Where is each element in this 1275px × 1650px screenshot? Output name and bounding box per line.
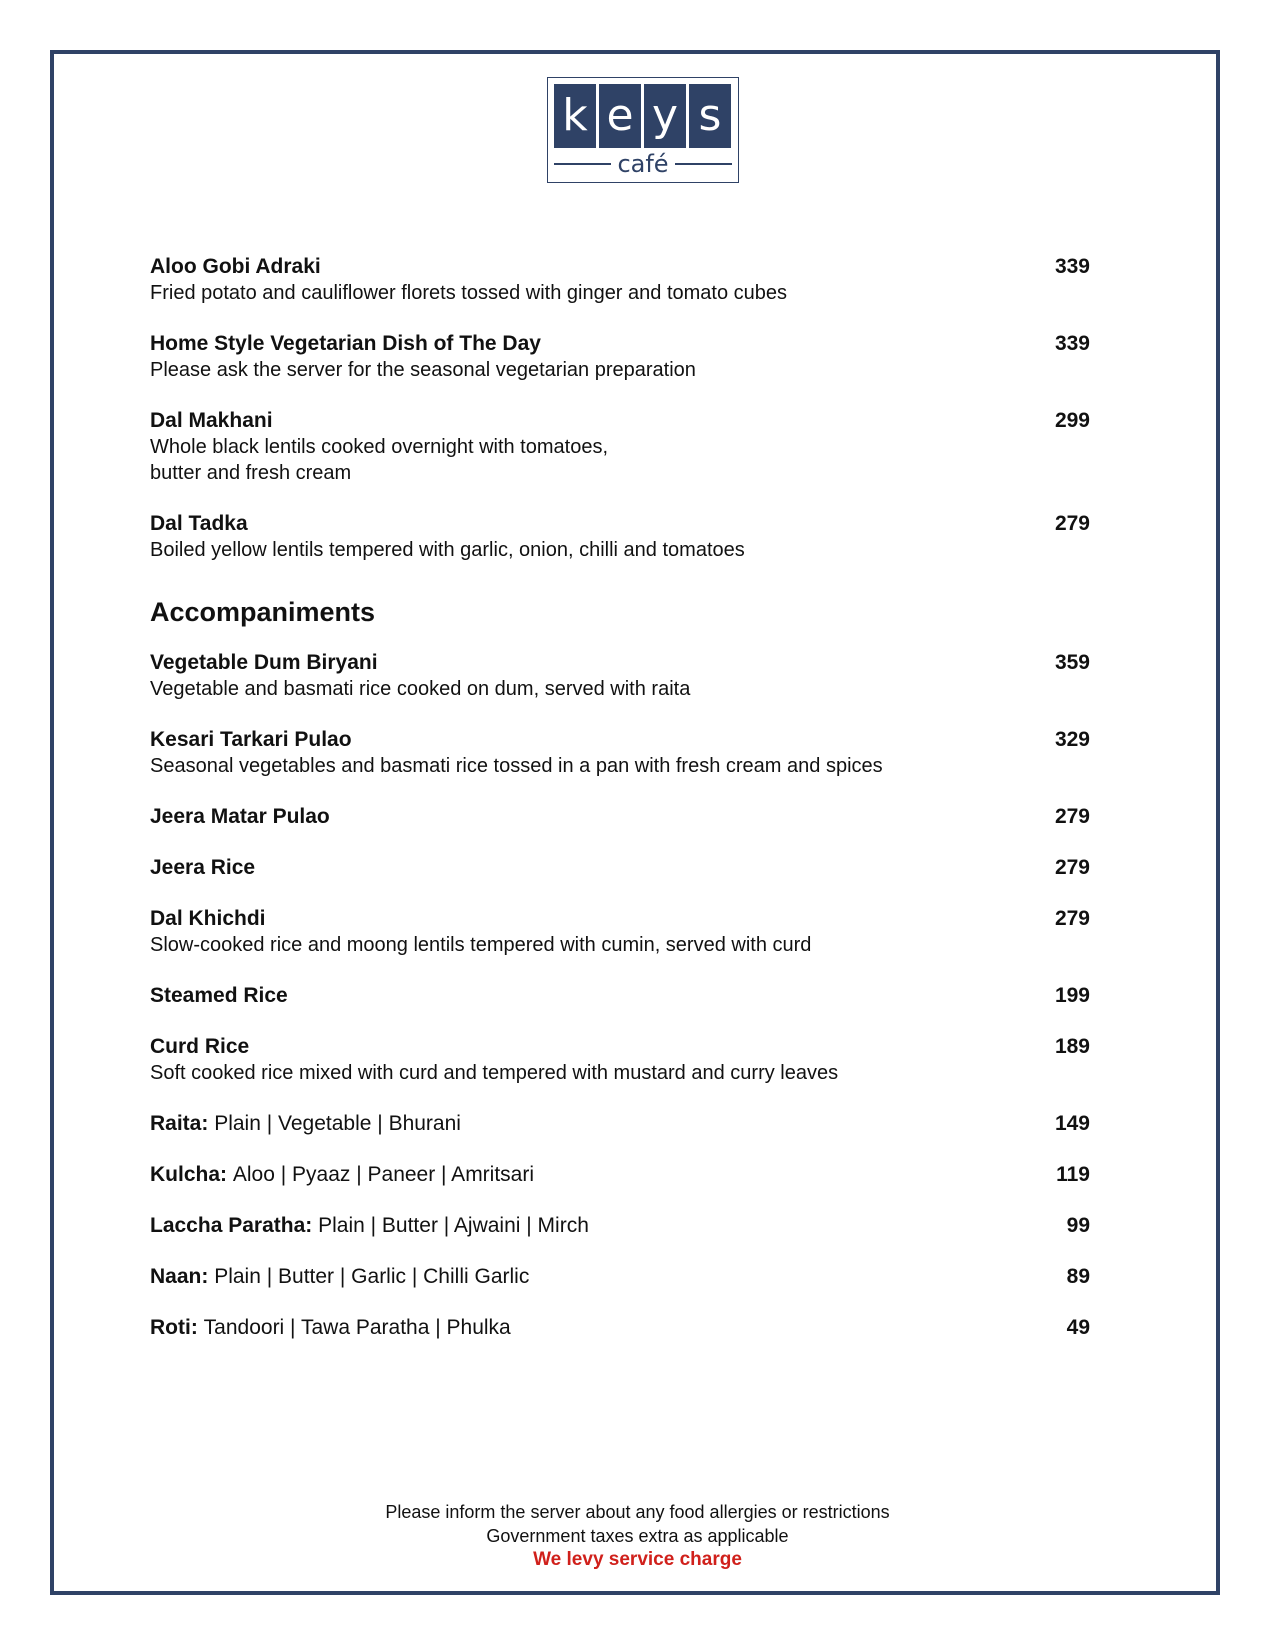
item-options: Plain | Vegetable | Bhurani: [214, 1112, 461, 1135]
menu-item: [150, 1033, 1090, 1086]
item-name: Dal Khichdi: [150, 907, 266, 930]
item-price: 99: [1066, 1214, 1090, 1237]
item-price: 189: [1054, 1035, 1090, 1058]
item-description: Fried potato and cauliflower florets tossed with ginger and tomato cubes: [150, 282, 788, 304]
item-name: Jeera Matar Pulao: [150, 805, 330, 828]
item-name-row: [150, 1212, 1090, 1239]
logo-letter: e: [599, 84, 641, 148]
item-price: 89: [1066, 1265, 1090, 1288]
item-name: Kulcha:: [150, 1163, 228, 1186]
logo-letter: y: [644, 84, 686, 148]
item-description: Please ask the server for the seasonal vegetarian preparation: [150, 359, 696, 381]
item-description: Seasonal vegetables and basmati rice tossed in a pan with fresh cream and spices: [150, 755, 883, 777]
item-name: Jeera Rice: [150, 856, 256, 879]
menu-item: [150, 1263, 1090, 1290]
item-name: Aloo Gobi Adraki: [150, 255, 321, 278]
menu-item: [150, 905, 1090, 958]
item-name: Curd Rice: [150, 1035, 250, 1058]
item-options: Tandoori | Tawa Paratha | Phulka: [203, 1316, 511, 1339]
item-options: Plain | Butter | Ajwaini | Mirch: [318, 1214, 589, 1237]
menu-item: [150, 982, 1090, 1009]
menu-item: [150, 803, 1090, 830]
logo-letters: [554, 84, 731, 148]
item-price: 359: [1054, 651, 1090, 674]
item-name: Laccha Paratha:: [150, 1214, 313, 1237]
menu-item: [150, 726, 1090, 779]
allergy-note: Please inform the server about any food allergies or restrictions: [385, 1502, 890, 1522]
footer-notes: [0, 1500, 1275, 1572]
menu-item: [150, 1212, 1090, 1239]
item-price: 279: [1054, 856, 1090, 879]
item-price: 299: [1054, 409, 1090, 432]
logo-letter: s: [689, 84, 731, 148]
item-price: 119: [1056, 1163, 1090, 1186]
item-name: Naan:: [150, 1265, 209, 1288]
item-name-row: [150, 1110, 1090, 1137]
menu-item: [150, 854, 1090, 881]
logo-letter: k: [554, 84, 596, 148]
item-description: Boiled yellow lentils tempered with garlic, onion, chilli and tomatoes: [150, 539, 745, 561]
item-price: 339: [1054, 255, 1090, 278]
menu-item: [150, 1110, 1090, 1137]
item-options: Plain | Butter | Garlic | Chilli Garlic: [214, 1265, 530, 1288]
item-name: Roti:: [150, 1316, 198, 1339]
item-price: 329: [1054, 728, 1090, 751]
item-price: 199: [1054, 984, 1090, 1007]
logo-subtitle: café: [617, 150, 669, 178]
item-description: Vegetable and basmati rice cooked on dum, served with raita: [150, 678, 691, 700]
item-name-row: [150, 1314, 1090, 1341]
item-name: Kesari Tarkari Pulao: [150, 728, 352, 751]
item-name: Vegetable Dum Biryani: [150, 651, 378, 674]
keys-cafe-logo: [547, 77, 739, 183]
item-name-row: [150, 1263, 1090, 1290]
item-price: 279: [1054, 512, 1090, 535]
menu-item: [150, 510, 1090, 563]
item-price: 279: [1054, 805, 1090, 828]
item-name-row: [150, 1161, 1090, 1188]
logo-rule: [554, 163, 611, 165]
menu-list: [150, 253, 1090, 1341]
service-charge-note: We levy service charge: [533, 1549, 742, 1570]
item-name: Dal Tadka: [150, 512, 248, 535]
item-description: Whole black lentils cooked overnight with tomatoes,: [150, 436, 609, 458]
item-description: butter and fresh cream: [150, 462, 352, 484]
item-name: Raita:: [150, 1112, 209, 1135]
item-price: 339: [1054, 332, 1090, 355]
item-description: Soft cooked rice mixed with curd and tempered with mustard and curry leaves: [150, 1062, 839, 1084]
tax-note: Government taxes extra as applicable: [486, 1526, 789, 1546]
item-description: Slow-cooked rice and moong lentils tempered with cumin, served with curd: [150, 934, 812, 956]
item-price: 279: [1054, 907, 1090, 930]
menu-item: [150, 1161, 1090, 1188]
item-name: Dal Makhani: [150, 409, 273, 432]
item-name: Steamed Rice: [150, 984, 288, 1007]
logo-rule: [675, 163, 732, 165]
menu-item: [150, 407, 1090, 486]
item-name: Home Style Vegetarian Dish of The Day: [150, 332, 541, 355]
item-price: 149: [1054, 1112, 1090, 1135]
section-title: Accompaniments: [150, 597, 376, 627]
menu-item: [150, 253, 1090, 306]
menu-item: [150, 330, 1090, 383]
menu-item: [150, 649, 1090, 702]
item-price: 49: [1066, 1316, 1090, 1339]
menu-item: [150, 1314, 1090, 1341]
item-options: Aloo | Pyaaz | Paneer | Amritsari: [232, 1163, 535, 1186]
logo-subtitle-row: [554, 150, 732, 178]
